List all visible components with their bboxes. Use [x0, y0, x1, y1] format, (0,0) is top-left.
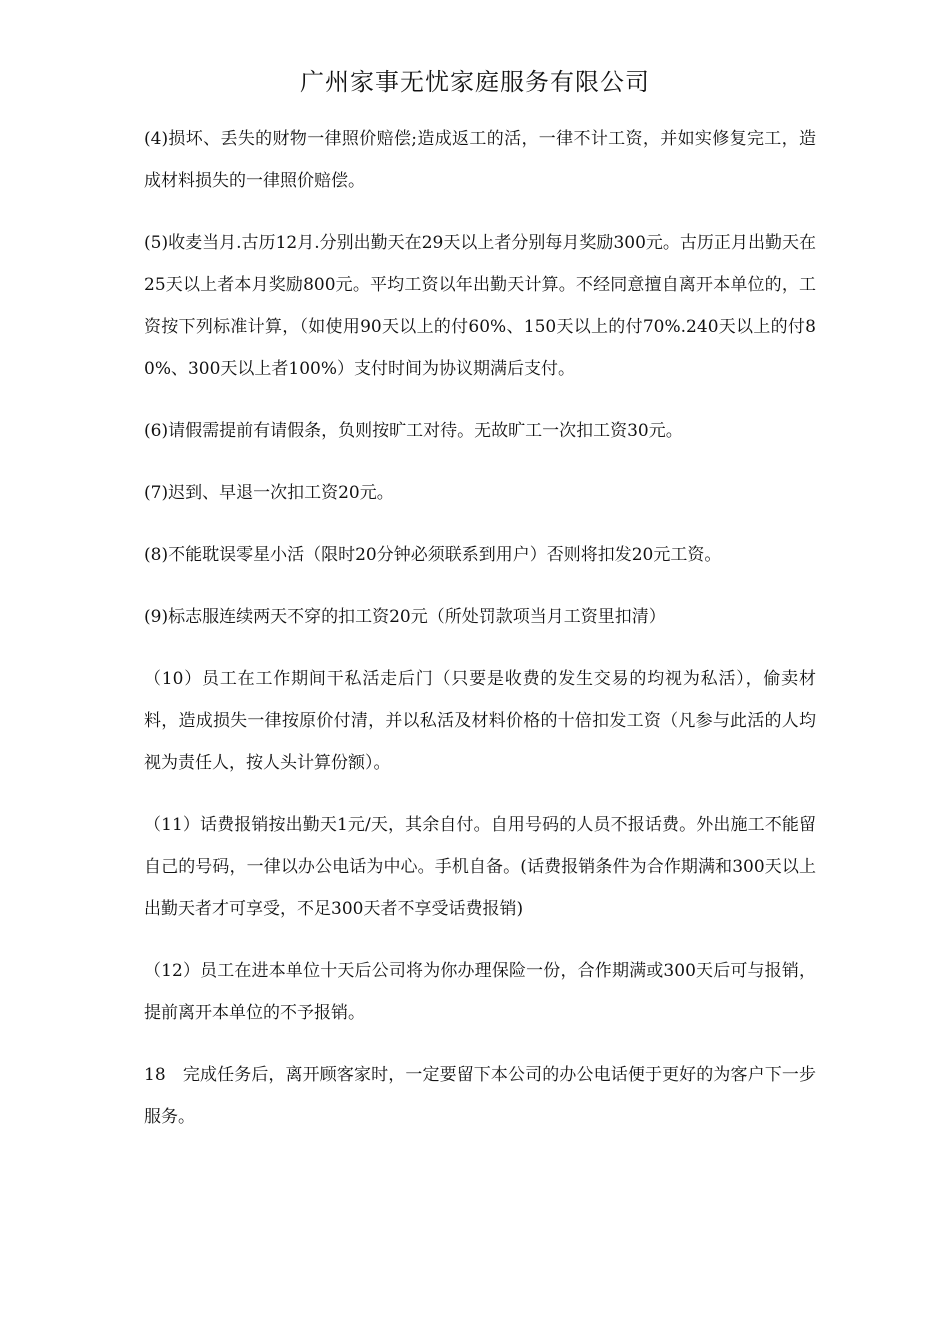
- clause-4: (4)损坏、丢失的财物一律照价赔偿;造成返工的活，一律不计工资，并如实修复完工，造成材料损失的一律照价赔偿。: [144, 129, 816, 191]
- clause-10: （10）员工在工作期间干私活走后门（只要是收费的发生交易的均视为私活），偷卖材料，造成损失一律按原价付清，并以私活及材料价格的十倍扣发工资（凡参与此活的人均视为责任人，按人头计算份额）。: [144, 669, 816, 773]
- clause-9: (9)标志服连续两天不穿的扣工资20元（所处罚款项当月工资里扣清）: [144, 607, 666, 627]
- clause-6: (6)请假需提前有请假条，负则按旷工对待。无故旷工一次扣工资30元。: [144, 421, 683, 441]
- document-body: [144, 118, 816, 1158]
- clause-7: (7)迟到、早退一次扣工资20元。: [144, 483, 394, 503]
- company-header: 广州家事无忧家庭服务有限公司: [300, 68, 650, 96]
- clause-8: (8)不能耽误零星小活（限时20分钟必须联系到用户）否则将扣发20元工资。: [144, 545, 722, 565]
- clause-5: (5)收麦当月.古历12月.分别出勤天在29天以上者分别每月奖励300元。古历正月出勤天在25天以上者本月奖励800元。平均工资以年出勤天计算。不经同意擅自离开本单位的，工资按下列标准计算，（如使用90天以上的付60%、150天以上的付70%.240天以上的付80%、300天以上者100%）支付时间为协议期满后支付。: [144, 233, 816, 379]
- clause-11: （11）话费报销按出勤天1元/天，其余自付。自用号码的人员不报话费。外出施工不能留自己的号码，一律以办公电话为中心。手机自备。(话费报销条件为合作期满和300天以上出勤天者才可享受，不足300天者不享受话费报销): [144, 815, 816, 919]
- clause-18: 18 完成任务后，离开顾客家时，一定要留下本公司的办公电话便于更好的为客户下一步服务。: [144, 1065, 816, 1127]
- clause-12: （12）员工在进本单位十天后公司将为你办理保险一份，合作期满或300天后可与报销，提前离开本单位的不予报销。: [144, 961, 816, 1023]
